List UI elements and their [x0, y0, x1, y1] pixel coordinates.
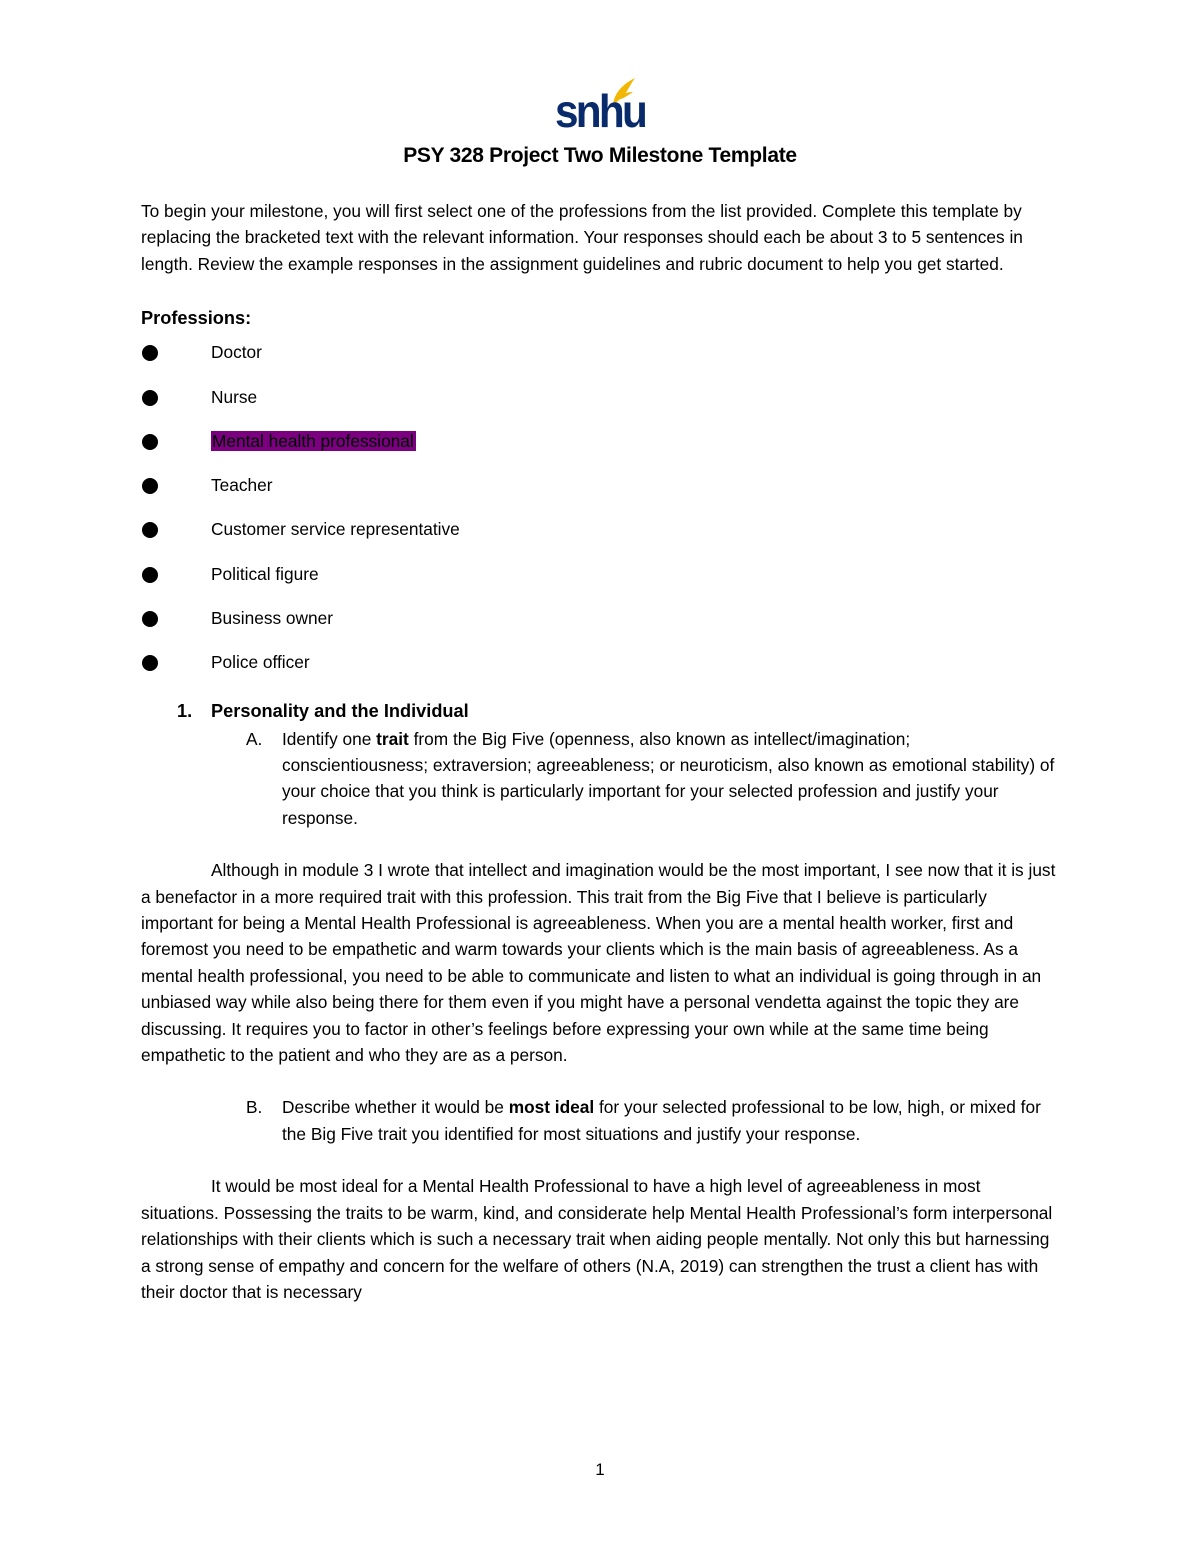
profession-label: Doctor [211, 342, 262, 363]
profession-label: Business owner [211, 608, 333, 628]
list-item [141, 472, 1061, 516]
profession-label: Police officer [211, 652, 310, 673]
highlighted-profession: Mental health professional [212, 430, 414, 451]
emphasis-most-ideal: most ideal [508, 1097, 595, 1118]
professions-heading: Professions: [141, 308, 252, 329]
section-title: Personality and the Individual [211, 700, 469, 721]
question-letter: A. [246, 728, 263, 749]
profession-label: Customer service representative [211, 519, 460, 540]
bullet-icon [142, 522, 158, 538]
question-b: B. Describe whether it would be most ideal for your selected professional to be low, high, or mixed for the Big Five trait you identified for most situations and justify your response. [141, 1094, 1061, 1147]
question-letter: B. [246, 1097, 263, 1118]
logo-wordmark: snhu [555, 85, 646, 137]
page-number: 1 [595, 1460, 605, 1479]
bullet-icon [142, 567, 158, 583]
profession-label: Nurse [211, 386, 258, 407]
document-body [141, 198, 1061, 1305]
profession-label: Teacher [211, 475, 273, 496]
bullet-icon [142, 655, 158, 671]
list-item [141, 339, 1061, 383]
bullet-icon [142, 611, 158, 627]
question-a: A. Identify one trait from the Big Five (openness, also known as intellect/imagination; conscientiousness; extraversion; agreeableness; or neuroticism, also known as emotional stability) of your choice that you think is particularly important for your selected profession and justify your response. [141, 726, 1061, 832]
answer-a: Although in module 3 I wrote that intellect and imagination would be the most important, I see now that it is just a benefactor in a more required trait with this profession. This trait from the Big Five that I believe is particularly important for being a Mental Health Professional is agreeableness. When you are a mental health worker, first and foremost you need to be empathetic and warm towards your clients which is the main basis of agreeableness. As a mental health professional, you need to be able to communicate and listen to what an individual is going through in an unbiased way while also being there for them even if you might have a personal vendetta against the topic they are discussing. It requires you to factor in other’s feelings before expressing your own while at the same time being empathetic to the patient and who they are as a person. [141, 860, 1056, 1066]
intro-paragraph: To begin your milestone, you will first select one of the professions from the list provided. Complete this template by replacing the bracketed text with the relevant information. Your responses should each be about 3 to 5 sentences in length. Review the example responses in the assignment guidelines and rubric document to help you get started. [141, 201, 1023, 274]
bullet-icon [142, 434, 158, 450]
answer-b: It would be most ideal for a Mental Health Professional to have a high level of agreeableness in most situations. Possessing the traits to be warm, kind, and considerate help Mental Health Professional’s form interpersonal relationships with their clients which is such a necessary trait when aiding people mentally. Not only this but harnessing a strong sense of empathy and concern for the welfare of others (N.A, 2019) can strengthen the trust a client has with their doctor that is necessary [141, 1176, 1053, 1302]
professions-list [141, 339, 1061, 693]
list-item [141, 561, 1061, 605]
list-item [141, 428, 1061, 472]
snhu-logo [553, 72, 646, 137]
list-item [141, 649, 1061, 693]
document-title: PSY 328 Project Two Milestone Template [403, 144, 797, 167]
list-item [141, 605, 1061, 649]
bullet-icon [142, 478, 158, 494]
profession-label: Political figure [211, 563, 319, 584]
list-item [141, 384, 1061, 428]
list-item [141, 516, 1061, 560]
section-heading [141, 698, 1061, 726]
section-number: 1. [177, 700, 193, 721]
bullet-icon [142, 345, 158, 361]
bullet-icon [142, 390, 158, 406]
emphasis-trait: trait [376, 728, 409, 749]
